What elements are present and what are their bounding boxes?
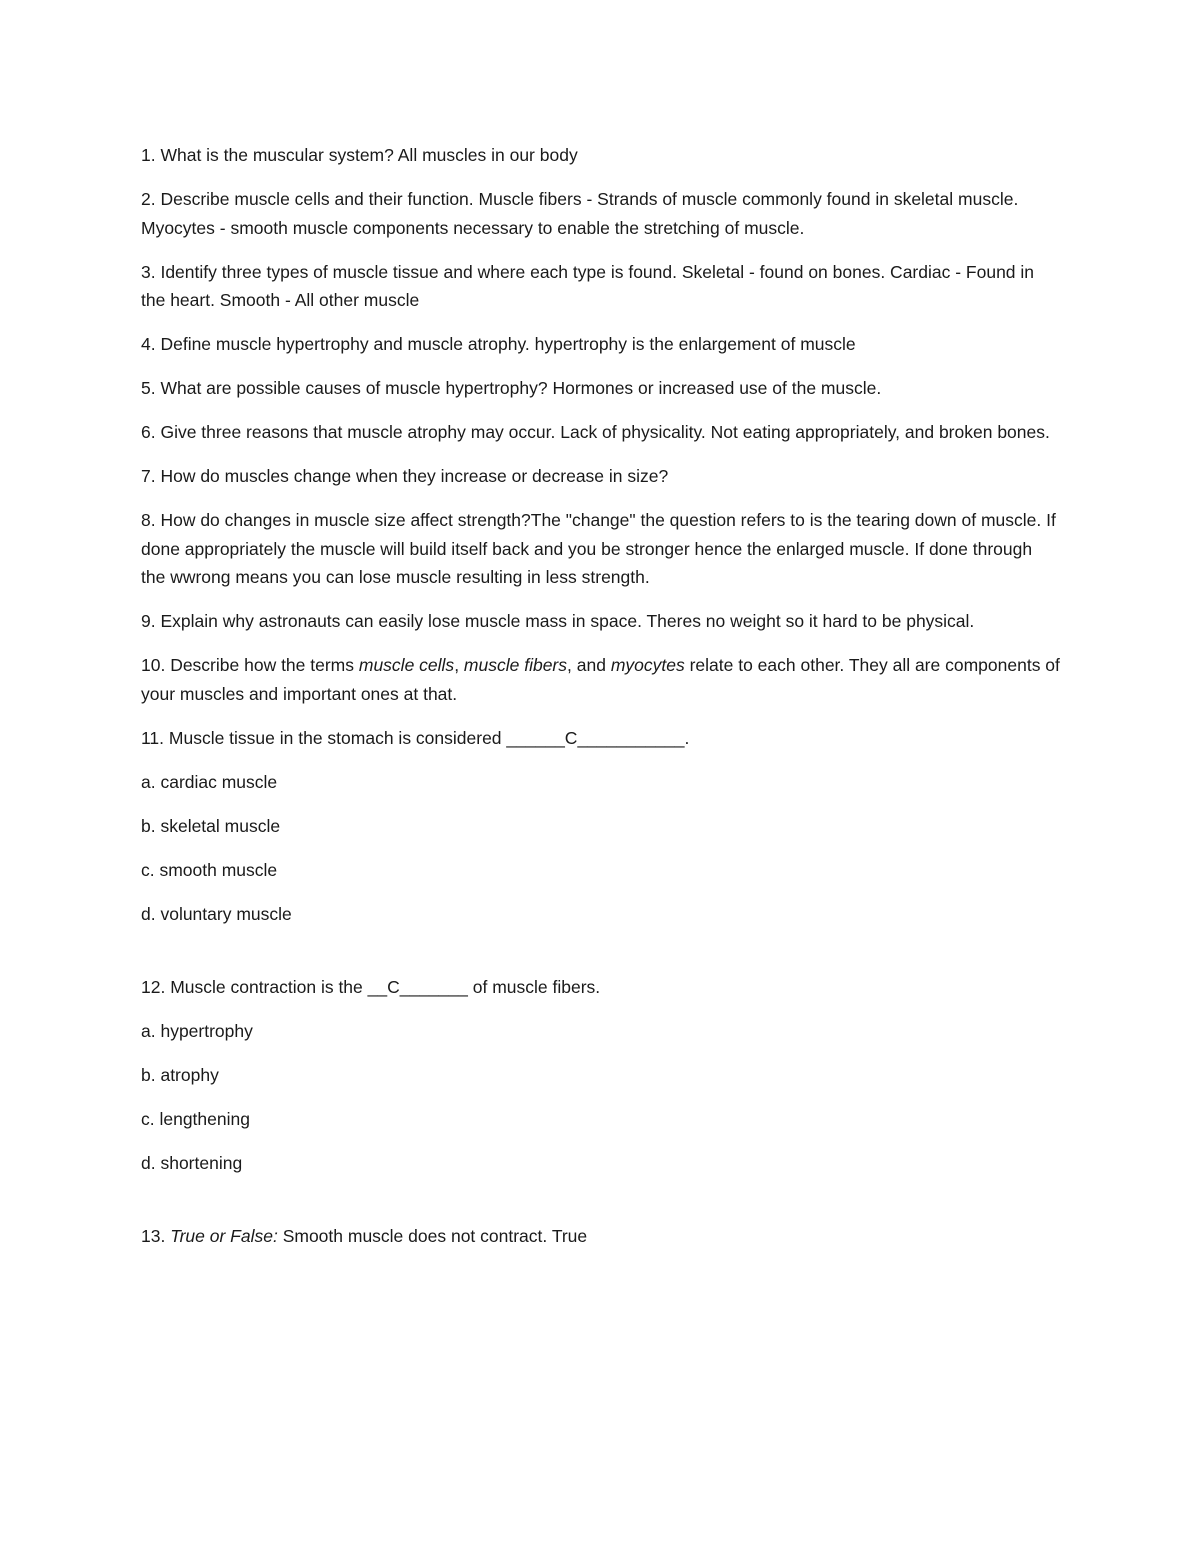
question-10-separator-1: , [454,655,464,675]
question-11-option-b: b. skeletal muscle [141,815,281,836]
question-12-option-c: c. lengthening [141,1108,250,1129]
document-body [141,141,1061,1266]
question-10-suffix: relate to each other. They all are components of your muscles and important ones at that. [141,655,1060,704]
question-11-option-c: c. smooth muscle [141,859,278,880]
question-11-option-a: a. cardiac muscle [141,771,278,792]
question-12-stem: 12. Muscle contraction is the __C_______ of muscle fibers. [141,976,601,997]
question-13-label: True or False: [170,1225,278,1246]
question-7: 7. How do muscles change when they increase or decrease in size? [141,466,669,486]
question-12-option-b: b. atrophy [141,1064,219,1085]
question-2: 2. Describe muscle cells and their function. Muscle fibers - Strands of muscle commonly found in skeletal muscle. Myocytes - smooth muscle components necessary to enable the stretching of muscle. [141,189,1019,238]
question-12-option-a: a. hypertrophy [141,1020,253,1041]
question-3: 3. Identify three types of muscle tissue and where each type is found. Skeletal - found on bones. Cardiac - Found in the heart. Smooth - All other muscle [141,261,1035,310]
question-5: 5. What are possible causes of muscle hypertrophy? Hormones or increased use of the muscle. [141,378,882,398]
blank-line [141,944,1061,973]
question-10-term-muscle-fibers: muscle fibers [463,655,568,675]
blank-line [141,1193,1061,1222]
question-13-suffix: Smooth muscle does not contract. True [277,1225,588,1246]
question-12-option-d: d. shortening [141,1152,243,1173]
question-11-option-d: d. voluntary muscle [141,903,292,924]
question-10 [141,651,1061,708]
question-4: 4. Define muscle hypertrophy and muscle atrophy. hypertrophy is the enlargement of muscle [141,334,856,354]
question-1: 1. What is the muscular system? All muscles in our body [141,145,578,165]
question-10-term-muscle-cells: muscle cells [358,655,455,675]
question-13 [141,1222,1061,1251]
question-8: 8. How do changes in muscle size affect strength?The "change" the question refers to is the tearing down of muscle. If done appropriately the muscle will build itself back and you be stronger hence the enlarged muscle. If done through the wwrong means you can lose muscle resulting in less strength. [141,510,1056,587]
question-10-term-myocytes: myocytes [610,655,685,675]
question-11-stem: 11. Muscle tissue in the stomach is considered ______C___________. [141,727,690,748]
question-9: 9. Explain why astronauts can easily lose muscle mass in space. Theres no weight so it hard to be physical. [141,611,975,631]
question-10-separator-2: , and [567,655,611,675]
question-10-prefix: 10. Describe how the terms [141,655,359,675]
question-6: 6. Give three reasons that muscle atrophy may occur. Lack of physicality. Not eating appropriately, and broken bones. [141,422,1050,442]
question-13-prefix: 13. [141,1225,171,1246]
